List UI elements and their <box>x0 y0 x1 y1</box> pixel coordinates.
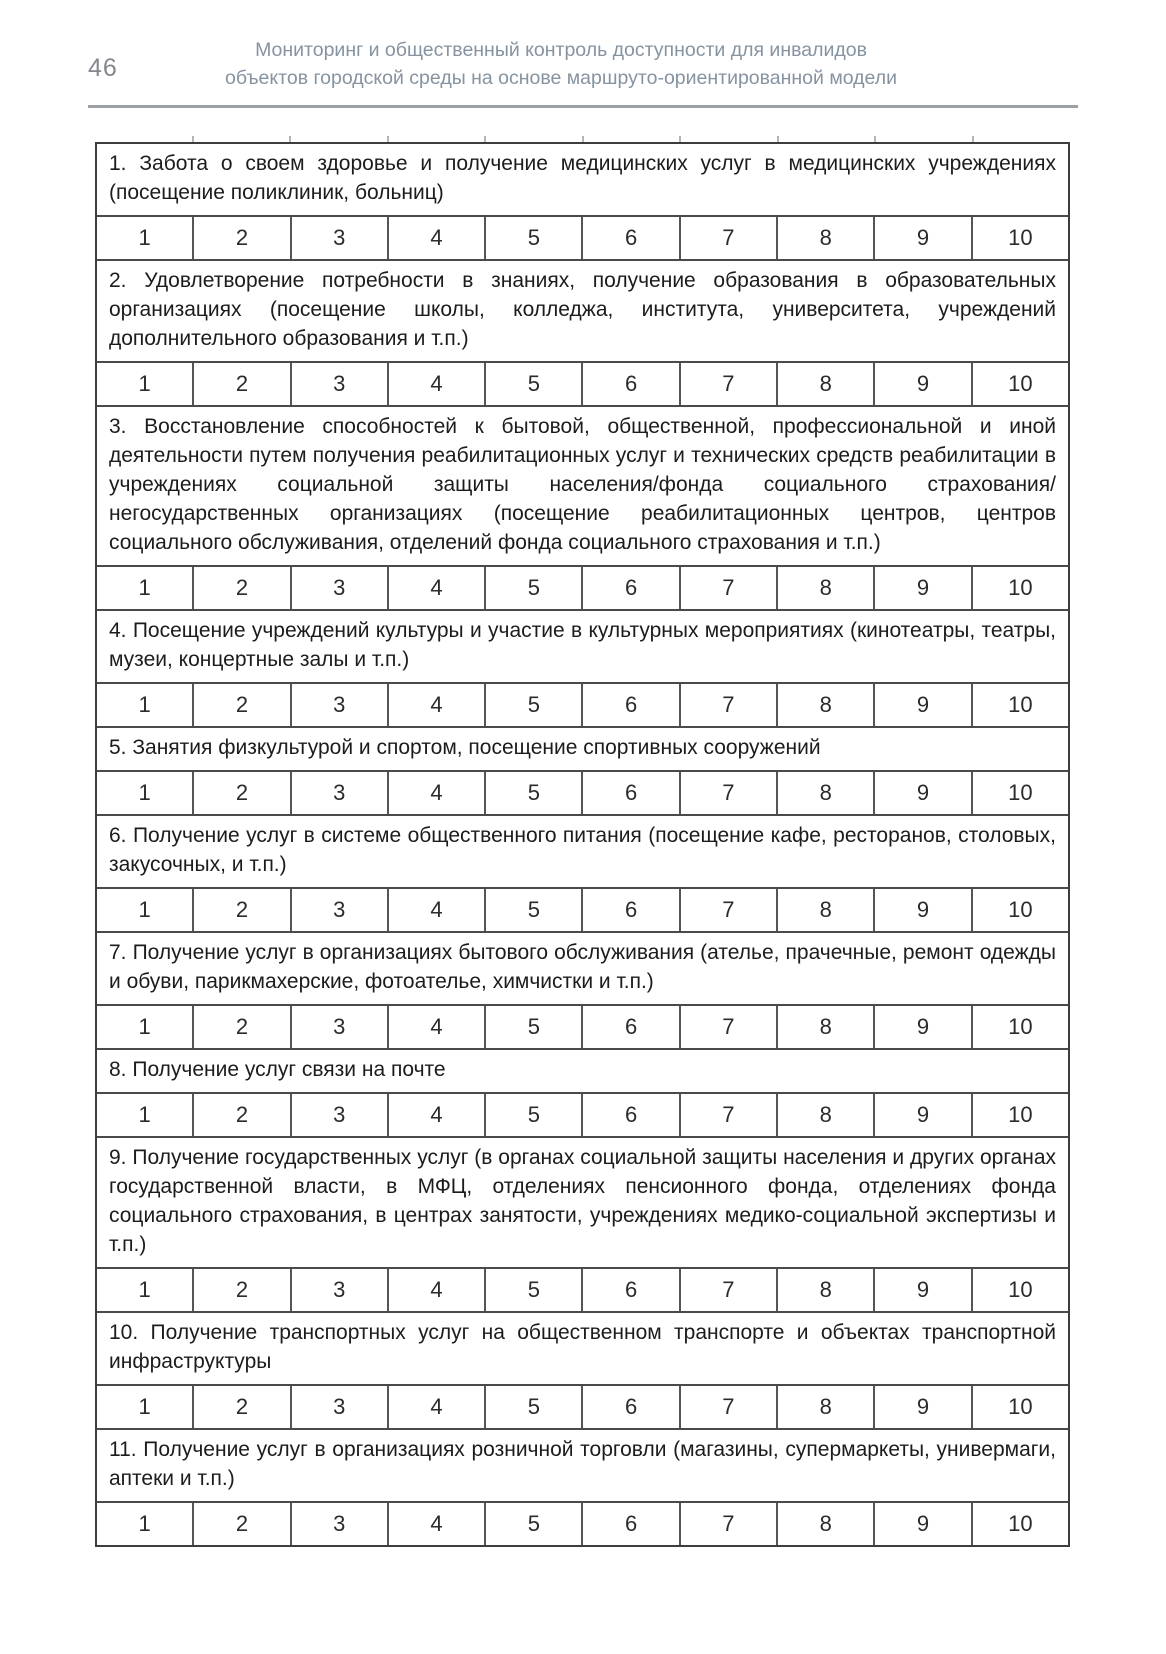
rating-scale-cell: 5 <box>484 567 581 609</box>
rating-scale-cell: 3 <box>290 1269 387 1311</box>
continuation-tick <box>679 136 681 142</box>
questionnaire-area <box>95 136 1070 1547</box>
question-text-row: 3. Восстановление способностей к бытовой, общественной, профессиональной и иной деятельности путем получения реабилитационных услуг и технических средств реабилитации в учреждениях социальной защиты населения/фонда социального страхования/негосударственных организациях (посещение реабилитационных центров, центров социального обслуживания, отделений фонда социального страхования и т.п.) <box>97 405 1068 565</box>
rating-scale-cell: 4 <box>387 889 484 931</box>
rating-scale-row <box>97 361 1068 405</box>
rating-scale-cell: 4 <box>387 1094 484 1136</box>
rating-scale-cell: 1 <box>138 371 151 396</box>
rating-scale-cell: 6 <box>581 1006 678 1048</box>
rating-scale-cell: 5 <box>484 363 581 405</box>
rating-scale-cell: 4 <box>387 1386 484 1428</box>
rating-scale-cell: 7 <box>679 1503 776 1545</box>
rating-scale-cell: 8 <box>776 1503 873 1545</box>
rating-scale-cell: 2 <box>192 1503 289 1545</box>
rating-scale-row <box>97 215 1068 259</box>
rating-scale-cell: 5 <box>484 217 581 259</box>
rating-scale-cell: 9 <box>873 1503 970 1545</box>
question-text-row: 5. Занятия физкультурой и спортом, посещение спортивных сооружений <box>97 726 1068 770</box>
rating-scale-cell: 10 <box>971 217 1068 259</box>
rating-scale-cell: 3 <box>290 772 387 814</box>
rating-scale-cell: 9 <box>873 684 970 726</box>
continuation-tick <box>874 136 876 142</box>
question-text-row: 11. Получение услуг в организациях розничной торговли (магазины, супермаркеты, универмаги, аптеки и т.п.) <box>97 1428 1068 1501</box>
rating-scale-cell: 3 <box>290 1503 387 1545</box>
rating-scale-cell: 3 <box>290 1094 387 1136</box>
running-title-line1: Мониторинг и общественный контроль доступности для инвалидов <box>255 39 867 61</box>
rating-scale-cell: 7 <box>679 1006 776 1048</box>
rating-scale-cell: 9 <box>873 1094 970 1136</box>
rating-scale-cell: 10 <box>971 772 1068 814</box>
rating-scale-cell: 5 <box>484 1006 581 1048</box>
rating-scale-cell: 7 <box>679 684 776 726</box>
rating-scale-cell: 2 <box>192 1094 289 1136</box>
rating-scale-cell: 4 <box>387 684 484 726</box>
rating-scale-cell: 10 <box>971 889 1068 931</box>
rating-scale-row <box>97 1092 1068 1136</box>
rating-scale-row <box>97 1004 1068 1048</box>
rating-scale-cell: 1 <box>138 780 151 805</box>
rating-scale-cell: 1 <box>138 1511 151 1536</box>
running-title-line2: объектов городской среды на основе маршруто-ориентированной модели <box>225 67 897 89</box>
rating-scale-cell: 2 <box>192 217 289 259</box>
rating-scale-cell: 10 <box>971 1269 1068 1311</box>
continuation-tick <box>192 136 194 142</box>
continuation-tick <box>289 136 291 142</box>
rating-scale-cell: 9 <box>873 889 970 931</box>
rating-scale-cell: 8 <box>776 217 873 259</box>
rating-scale-cell: 7 <box>679 217 776 259</box>
rating-scale-cell: 6 <box>581 772 678 814</box>
question-text-row: 4. Посещение учреждений культуры и участие в культурных мероприятиях (кинотеатры, театры, музеи, концертные залы и т.п.) <box>97 609 1068 682</box>
rating-scale-row <box>97 1267 1068 1311</box>
rating-scale-cell: 3 <box>290 1386 387 1428</box>
continuation-tick <box>777 136 779 142</box>
rating-scale-cell: 10 <box>971 1094 1068 1136</box>
survey-table <box>95 142 1070 1547</box>
rating-scale-cell: 9 <box>873 1269 970 1311</box>
question-text-row: 2. Удовлетворение потребности в знаниях, получение образования в образовательных организациях (посещение школы, колледжа, института, университета, учреждений дополнительного образования и т.п.) <box>97 259 1068 361</box>
rating-scale-cell: 2 <box>192 567 289 609</box>
rating-scale-cell: 1 <box>138 1277 151 1302</box>
rating-scale-cell: 4 <box>387 363 484 405</box>
rating-scale-cell: 10 <box>971 363 1068 405</box>
rating-scale-cell: 10 <box>971 1503 1068 1545</box>
rating-scale-cell: 7 <box>679 567 776 609</box>
rating-scale-cell: 1 <box>138 1102 151 1127</box>
rating-scale-cell: 6 <box>581 363 678 405</box>
running-title <box>88 36 1078 92</box>
rating-scale-cell: 3 <box>290 1006 387 1048</box>
continuation-tick <box>972 136 974 142</box>
rating-scale-cell: 7 <box>679 363 776 405</box>
rating-scale-cell: 2 <box>192 772 289 814</box>
rating-scale-cell: 9 <box>873 363 970 405</box>
rating-scale-cell: 2 <box>192 363 289 405</box>
rating-scale-cell: 8 <box>776 1006 873 1048</box>
header-divider <box>88 105 1078 108</box>
rating-scale-cell: 7 <box>679 772 776 814</box>
rating-scale-cell: 5 <box>484 889 581 931</box>
rating-scale-row <box>97 770 1068 814</box>
page-header <box>0 0 1166 96</box>
continuation-tick <box>484 136 486 142</box>
rating-scale-cell: 6 <box>581 1269 678 1311</box>
rating-scale-cell: 5 <box>484 684 581 726</box>
rating-scale-cell: 2 <box>192 1386 289 1428</box>
rating-scale-cell: 5 <box>484 1269 581 1311</box>
rating-scale-cell: 9 <box>873 1386 970 1428</box>
continuation-tick <box>387 136 389 142</box>
table-continuation-ticks <box>95 136 1070 142</box>
rating-scale-cell: 2 <box>192 1006 289 1048</box>
rating-scale-cell: 2 <box>192 1269 289 1311</box>
rating-scale-cell: 1 <box>138 1394 151 1419</box>
rating-scale-cell: 9 <box>873 567 970 609</box>
rating-scale-cell: 4 <box>387 1269 484 1311</box>
rating-scale-cell: 5 <box>484 772 581 814</box>
rating-scale-cell: 4 <box>387 217 484 259</box>
question-text-row: 1. Забота о своем здоровье и получение медицинских услуг в медицинских учреждениях (посещение поликлиник, больниц) <box>109 152 1056 204</box>
rating-scale-cell: 8 <box>776 567 873 609</box>
rating-scale-cell: 7 <box>679 1094 776 1136</box>
continuation-tick <box>582 136 584 142</box>
rating-scale-cell: 6 <box>581 1094 678 1136</box>
rating-scale-cell: 3 <box>290 217 387 259</box>
rating-scale-cell: 8 <box>776 889 873 931</box>
rating-scale-cell: 10 <box>971 567 1068 609</box>
rating-scale-cell: 4 <box>387 567 484 609</box>
rating-scale-cell: 9 <box>873 772 970 814</box>
rating-scale-cell: 6 <box>581 1386 678 1428</box>
rating-scale-cell: 10 <box>971 684 1068 726</box>
rating-scale-cell: 1 <box>138 897 151 922</box>
question-text-row: 10. Получение транспортных услуг на общественном транспорте и объектах транспортной инфраструктуры <box>97 1311 1068 1384</box>
rating-scale-cell: 9 <box>873 1006 970 1048</box>
rating-scale-cell: 9 <box>873 217 970 259</box>
question-text-row: 7. Получение услуг в организациях бытового обслуживания (ателье, прачечные, ремонт одежды и обуви, парикмахерские, фотоателье, химчистки и т.п.) <box>97 931 1068 1004</box>
rating-scale-cell: 1 <box>138 225 151 250</box>
rating-scale-row <box>97 565 1068 609</box>
rating-scale-cell: 1 <box>138 1014 151 1039</box>
rating-scale-cell: 4 <box>387 772 484 814</box>
rating-scale-cell: 7 <box>679 889 776 931</box>
question-text-row: 6. Получение услуг в системе общественного питания (посещение кафе, ресторанов, столовых, закусочных, и т.п.) <box>97 814 1068 887</box>
rating-scale-cell: 7 <box>679 1269 776 1311</box>
rating-scale-cell: 3 <box>290 684 387 726</box>
rating-scale-row <box>97 1384 1068 1428</box>
rating-scale-cell: 5 <box>484 1386 581 1428</box>
rating-scale-row <box>97 682 1068 726</box>
rating-scale-cell: 4 <box>387 1006 484 1048</box>
question-text-row: 8. Получение услуг связи на почте <box>97 1048 1068 1092</box>
rating-scale-cell: 4 <box>387 1503 484 1545</box>
rating-scale-row <box>97 1501 1068 1545</box>
rating-scale-cell: 3 <box>290 889 387 931</box>
rating-scale-cell: 8 <box>776 1094 873 1136</box>
rating-scale-cell: 8 <box>776 1269 873 1311</box>
rating-scale-cell: 3 <box>290 363 387 405</box>
rating-scale-cell: 6 <box>581 567 678 609</box>
rating-scale-cell: 8 <box>776 1386 873 1428</box>
rating-scale-cell: 10 <box>971 1006 1068 1048</box>
rating-scale-cell: 1 <box>138 575 151 600</box>
rating-scale-cell: 6 <box>581 217 678 259</box>
rating-scale-cell: 5 <box>484 1503 581 1545</box>
rating-scale-cell: 2 <box>192 889 289 931</box>
rating-scale-cell: 8 <box>776 772 873 814</box>
rating-scale-cell: 3 <box>290 567 387 609</box>
rating-scale-row <box>97 887 1068 931</box>
rating-scale-cell: 8 <box>776 684 873 726</box>
rating-scale-cell: 1 <box>138 692 151 717</box>
rating-scale-cell: 6 <box>581 889 678 931</box>
page-number: 46 <box>88 54 118 82</box>
rating-scale-cell: 6 <box>581 1503 678 1545</box>
rating-scale-cell: 7 <box>679 1386 776 1428</box>
rating-scale-cell: 10 <box>971 1386 1068 1428</box>
rating-scale-cell: 2 <box>192 684 289 726</box>
rating-scale-cell: 8 <box>776 363 873 405</box>
rating-scale-cell: 5 <box>484 1094 581 1136</box>
rating-scale-cell: 6 <box>581 684 678 726</box>
question-text-row: 9. Получение государственных услуг (в органах социальной защиты населения и других органах государственной власти, в МФЦ, отделениях пенсионного фонда, отделениях фонда социального страхования, в центрах занятости, учреждениях медико-социальной экспертизы и т.п.) <box>97 1136 1068 1267</box>
